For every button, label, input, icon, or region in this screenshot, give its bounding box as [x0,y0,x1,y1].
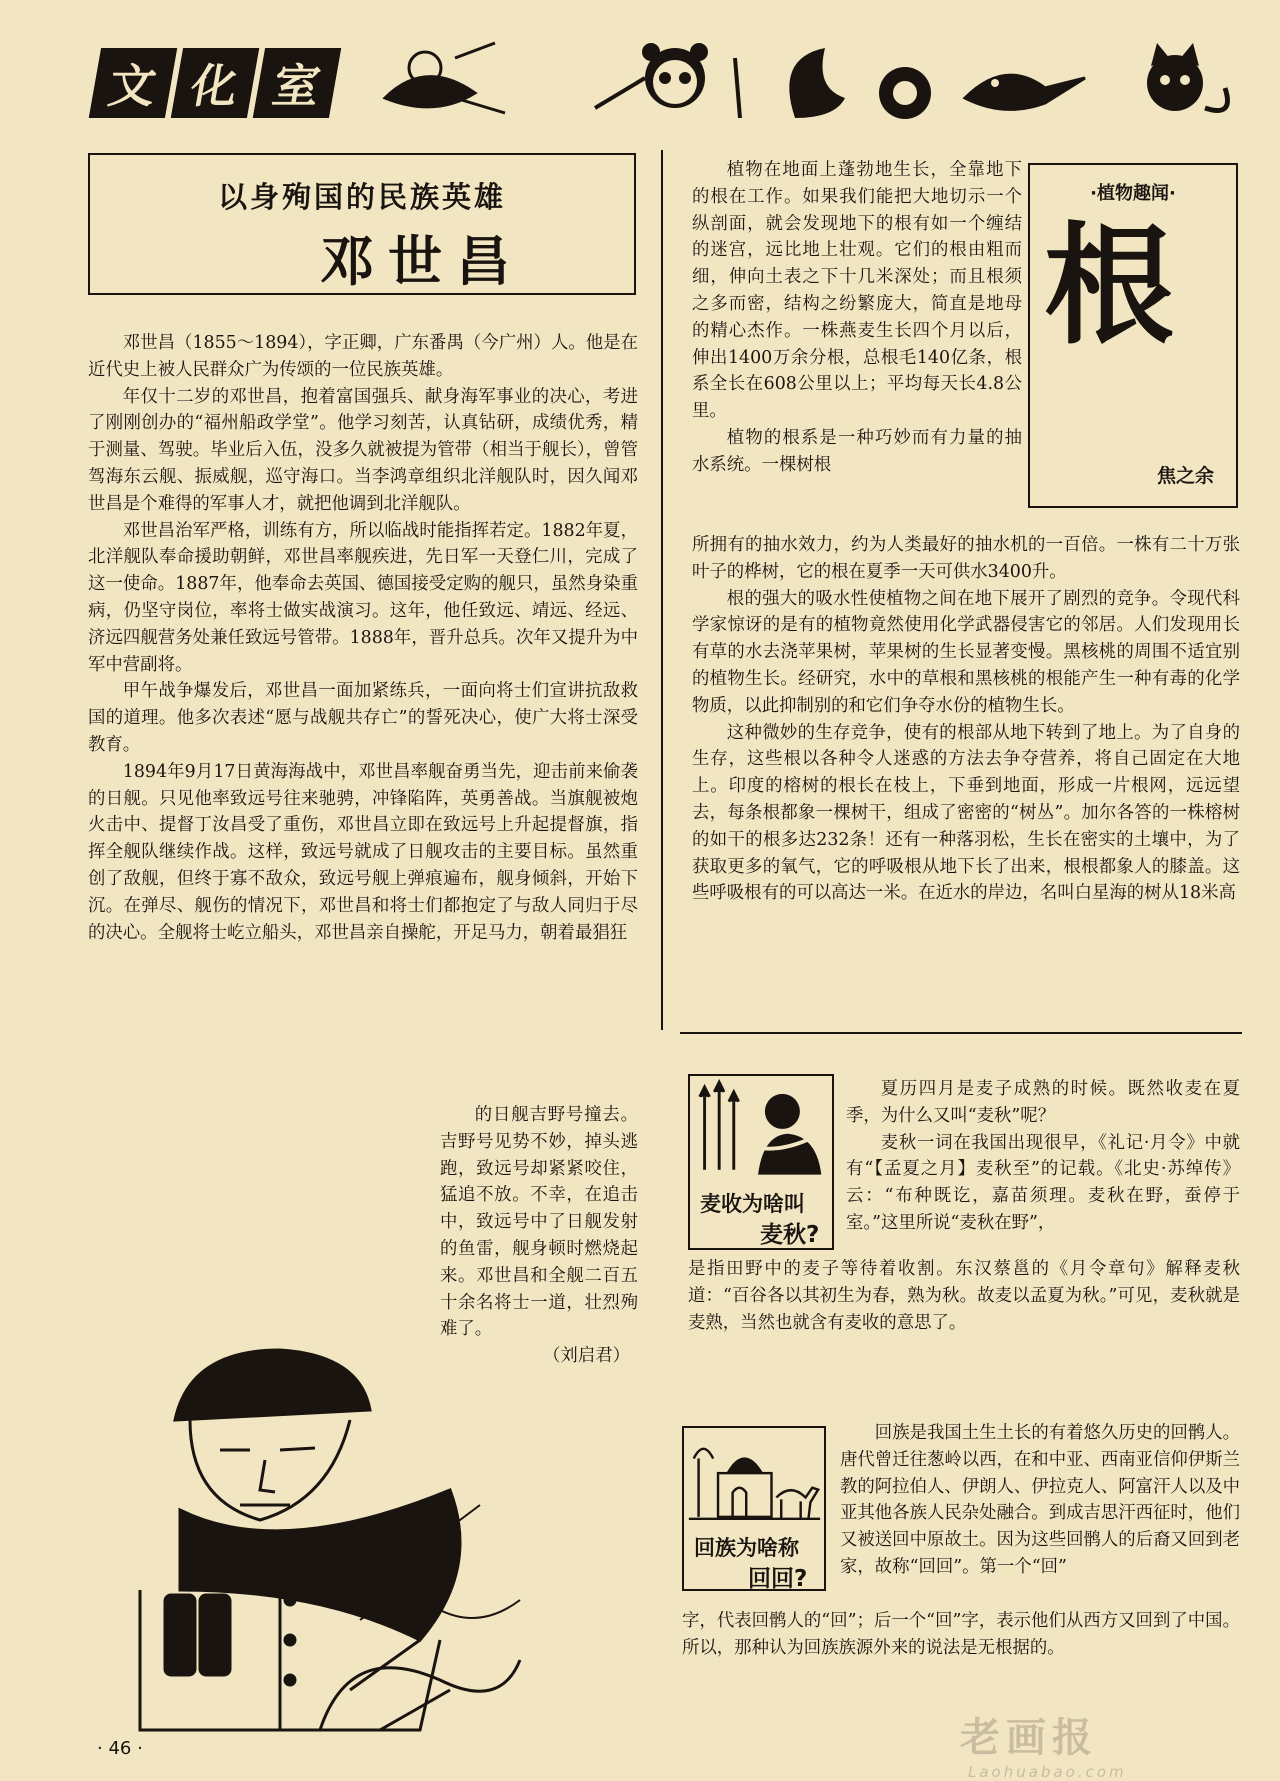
paragraph: 年仅十二岁的邓世昌，抱着富国强兵、献身海军事业的决心，考进了刚刚创办的“福州船政学堂”。他学习刻苦，认真钻研，成绩优秀，精于测量、驾驶。毕业后入伍，没多久就被提为管带（相当于舰长），曾管驾海东云舰、振威舰，巡守海口。当李鸿章组织北洋舰队时，因久闻邓世昌是个难得的军事人才，就把他调到北洋舰队。 [88,386,638,514]
huihui-title-line2: 回回? [748,1566,808,1592]
paragraph: 根的强大的吸水性使植物之间在地下展开了剧烈的竞争。令现代科学家惊讶的是有的植物竟然使用化学武器侵害它的邻居。人们发现用长有草的水去浇苹果树，苹果树的生长显著变慢。黑核桃的周围不适宜别的植物生长。经研究，水中的草根和黑核桃的根能产生一种有毒的化学物质，以此抑制别的和它们争夺水份的植物生长。 [692,588,1240,716]
article-kicker: 以身殉国的民族英雄 [217,180,506,214]
frog-icon [385,43,505,113]
paragraph: 回族是我国土生土长的有着悠久历史的回鹘人。唐代曾迁往葱岭以西，在和中亚、西南亚信仰伊斯兰教的阿拉伯人、伊朗人、伊拉克人、阿富汗人以及中亚其他各族人民杂处融合。到成吉思汗西征时，他们又被送回中原故土。因为这些回鹘人的后裔又回到老家，故称“回回”。第一个“回” [840,1423,1241,1577]
root-article-top [692,157,1022,479]
root-article-body [692,532,1240,907]
paragraph: 字，代表回鹘人的“回”；后一个“回”字，表示他们从西方又回到了中国。所以，那种认为回族族源外来的说法是无根据的。 [682,1611,1240,1658]
huihui-text [840,1420,1240,1581]
paragraph: 麦秋一词在我国出现很早，《礼记·月令》中就有“【孟夏之月】麦秋至”的记载。《北史·苏绰传》云：“布种既讫，嘉苗须理。麦秋在野，蚕停于室。”这里所说“麦秋在野”， [846,1132,1240,1233]
paragraph: 甲午战争爆发后，邓世昌一面加紧练兵，一面向将士们宣讲抗敌救国的道理。他多次表述“愿与战舰共存亡”的誓死决心，使广大将士深受教育。 [88,681,638,755]
deng-article-body [88,330,638,946]
article-headline: 邓世昌 [320,230,524,293]
watermark-en: Laohuabao.com [968,1763,1127,1781]
root-title-box [1028,163,1238,508]
paragraph: 邓世昌（1855～1894），字正卿，广东番禺（今广州）人。他是在近代史上被人民群众广为传颂的一位民族英雄。 [88,333,638,380]
root-author: 焦之余 [1156,465,1214,487]
article-title-box [88,153,636,295]
column-title-char: 文 [89,48,177,118]
maiqiu-text-continuation [688,1256,1240,1336]
section-label: ·植物趣闻· [1090,183,1176,204]
column-title-char: 化 [171,48,259,118]
paragraph: 邓世昌治军严格，训练有方，所以临战时能指挥若定。1882年夏，北洋舰队奉命援助朝鲜，邓世昌率舰疾进，先日军一天登仁川，完成了这一使命。1887年，他奉命去英国、德国接受定购的舰只，虽然身染重病，仍坚守岗位，率将士做实战演习。这年，他任致远、靖远、经远、济远四舰营务处兼任致远号管带。1888年，晋升总兵。次年又提升为中军中营副将。 [88,520,638,675]
section-divider [680,1032,1242,1034]
mosque-camel-icon [684,1428,824,1528]
wheat-harvester-icon [690,1076,832,1176]
paragraph: 所拥有的抽水效力，约为人类最好的抽水机的一百倍。一株有二十万张叶子的桦树，它的根在夏季一天可供水3400升。 [692,535,1240,582]
column-title [95,48,335,116]
paragraph: 是指田野中的麦子等待着收割。东汉蔡邕的《月令章句》解释麦秋道：“百谷各以其初生为春，熟为秋。故麦以孟夏为秋。”可见，麦秋就是麦熟，当然也就含有麦收的意思了。 [688,1259,1240,1333]
maiqiu-title-box [688,1074,834,1250]
huihui-title-line1: 回族为啥称 [694,1536,799,1560]
huihui-title-box [682,1426,826,1591]
paragraph: 植物在地面上蓬勃地生长，全靠地下的根在工作。如果我们能把大地切示一个纵剖面，就会发现地下的根有如一个缠结的迷宫，远比地上壮观。它们的根由粗而细，伸向土表之下十几米深处；而且根须之多而密，结构之纷繁庞大，简直是地母的精心杰作。一株燕麦生长四个月以后，伸出1400万余分根，总根毛140亿条，根系全长在608公里以上；平均每天长4.8公里。 [692,160,1022,422]
paragraph: 夏历四月是麦子成熟的时候。既然收麦在夏季，为什么又叫“麦秋”呢？ [846,1079,1240,1126]
root-title: 根 [1044,209,1175,362]
banner-animals-decoration [345,38,1245,128]
page-number: · 46 · [97,1738,143,1759]
deng-article-continuation [440,1102,638,1370]
panda-icon [595,43,740,118]
maiqiu-title-line2: 麦秋? [760,1222,820,1248]
watermark-cn: 老画报 [960,1715,1098,1761]
bird-icon [965,75,1085,109]
squirrel-icon [789,48,931,119]
paragraph: 的日舰吉野号撞去。吉野号见势不妙，掉头逃跑，致远号却紧紧咬住，猛追不放。不幸，在追击中，致远号中了日舰发射的鱼雷，舰身顿时燃烧起来。邓世昌和全舰二百五十余名将士一道，壮烈殉难了。 [440,1105,638,1340]
paragraph: 这种微妙的生存竞争，使有的根部从地下转到了地上。为了自身的生存，这些根以各种令人迷惑的方法去争夺营养，将自己固定在大地上。印度的榕树的根长在枝上，下垂到地面，形成一片根网，远远望去，每条根都象一棵树干，组成了密密的“树丛”。加尔各答的一株榕树的如干的根多达232条！还有一种落羽松，生长在密实的土壤中，为了获取更多的氧气，它的呼吸根从地下长了出来，根根都象人的膝盖。这些呼吸根有的可以高达一米。在近水的岸边，名叫白星海的树从18米高 [692,722,1240,904]
huihui-text-continuation [682,1608,1240,1662]
watermark [960,1706,1127,1781]
maiqiu-title-line1: 麦收为啥叫 [700,1192,805,1216]
column-title-char: 室 [253,48,341,118]
deng-byline: （刘启君） [543,1346,630,1367]
column-banner [95,38,1245,128]
cat-icon [1147,43,1228,111]
paragraph: 植物的根系是一种巧妙而有力量的抽水系统。一棵树根 [692,427,1022,475]
column-divider [661,150,663,1030]
maiqiu-text [846,1076,1240,1237]
paragraph: 1894年9月17日黄海海战中，邓世昌率舰奋勇当先，迎击前来偷袭的日舰。只见他率致远号往来驰骋，冲锋陷阵，英勇善战。当旗舰被炮火击中、提督丁汝昌受了重伤，邓世昌立即在致远号上升起提督旗，指挥全舰队继续作战。这样，致远号就成了日舰攻击的主要目标。虽然重创了敌舰，但终于寡不敌众，致远号舰上弹痕遍布，舰身倾斜，开始下沉。在弹尽、舰伤的情况下，邓世昌和将士们都抱定了与敌人同归于尽的决心。全舰将士屹立船头，邓世昌亲自操舵，开足马力，朝着最猖狂 [88,761,638,943]
